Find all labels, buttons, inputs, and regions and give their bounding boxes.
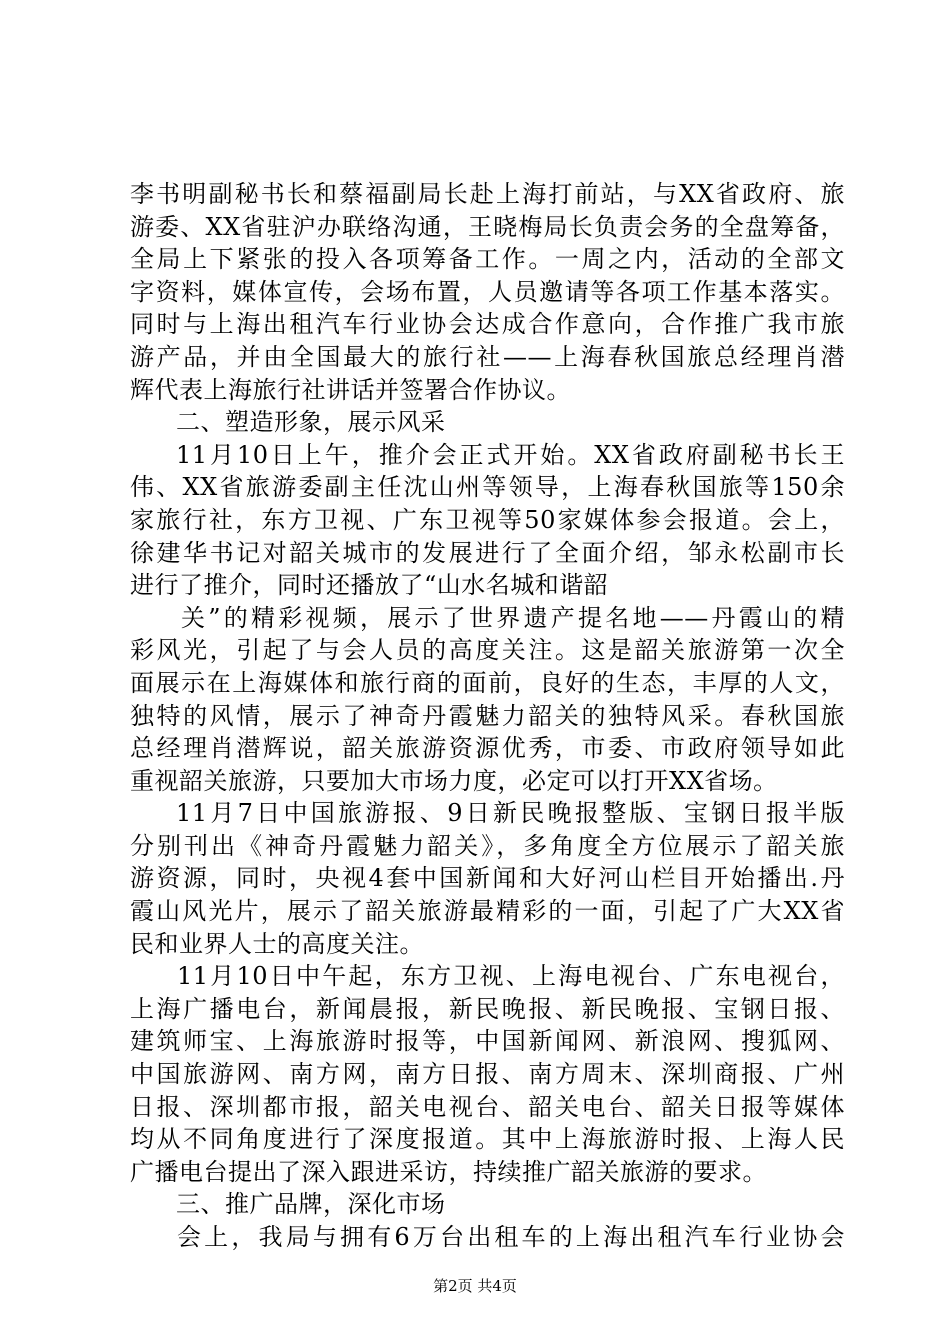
text-line: 游产品，并由全国最大的旅行社——上海春秋国旅总经理肖潜 — [130, 342, 845, 371]
text-line: 中国旅游网、南方网，南方日报、南方周末、深圳商报、广州 — [130, 1060, 845, 1089]
text-line: 彩风光，引起了与会人员的高度关注。这是韶关旅游第一次全 — [130, 636, 845, 665]
text-line: 全局上下紧张的投入各项筹备工作。一周之内，活动的全部文 — [130, 245, 845, 274]
document-body — [130, 178, 845, 1254]
page-number-footer: 第2页 共4页 — [433, 1277, 517, 1295]
text-line: 建筑师宝、上海旅游时报等，中国新闻网、新浪网、搜狐网、 — [130, 1027, 845, 1056]
text-line: 伟、XX省旅游委副主任沈山州等领导，上海春秋国旅等150余 — [130, 473, 845, 502]
text-line: 总经理肖潜辉说，韶关旅游资源优秀，市委、市政府领导如此 — [130, 734, 845, 763]
text-line: 霞山风光片，展示了韶关旅游最精彩的一面，引起了广大XX省 — [130, 897, 845, 926]
text-line: 11月10日中午起，东方卫视、上海电视台、广东电视台， — [177, 962, 845, 991]
text-line: 辉代表上海旅行社讲话并签署合作协议。 — [130, 375, 571, 404]
text-line: 独特的风情，展示了神奇丹霞魅力韶关的独特风采。春秋国旅 — [130, 701, 845, 730]
text-line: 民和业界人士的高度关注。 — [130, 929, 424, 958]
text-line: 徐建华书记对韶关城市的发展进行了全面介绍，邹永松副市长 — [130, 538, 845, 567]
text-line: 游委、XX省驻沪办联络沟通，王晓梅局长负责会务的全盘筹备， — [130, 212, 845, 241]
text-line: 上海广播电台，新闻晨报，新民晚报、新民晚报、宝钢日报、 — [130, 994, 845, 1023]
text-line: 日报、深圳都市报，韶关电视台、韶关电台、韶关日报等媒体 — [130, 1092, 845, 1121]
text-line: 重视韶关旅游，只要加大市场力度，必定可以打开XX省场。 — [130, 766, 778, 795]
text-line: 会上，我局与拥有6万台出租车的上海出租汽车行业协会 — [177, 1223, 845, 1251]
section-heading: 三、推广品牌，深化市场 — [176, 1190, 446, 1219]
text-line: 均从不同角度进行了深度报道。其中上海旅游时报、上海人民 — [130, 1125, 845, 1154]
text-line: 字资料，媒体宣传，会场布置，人员邀请等各项工作基本落实。 — [130, 277, 845, 306]
section-heading: 二、塑造形象，展示风采 — [176, 408, 446, 437]
text-line: 关”的精彩视频，展示了世界遗产提名地——丹霞山的精 — [181, 603, 845, 632]
text-line: 家旅行社，东方卫视、广东卫视等50家媒体参会报道。会上， — [130, 505, 845, 534]
text-line: 游资源，同时，央视4套中国新闻和大好河山栏目开始播出.丹 — [130, 864, 845, 893]
text-line: 11月7日中国旅游报、9日新民晚报整版、宝钢日报半版 — [176, 799, 845, 828]
text-line: 11月10日上午，推介会正式开始。XX省政府副秘书长王 — [176, 440, 845, 469]
text-line: 分别刊出《神奇丹霞魅力韶关》，多角度全方位展示了韶关旅 — [130, 831, 845, 860]
text-line: 广播电台提出了深入跟进采访，持续推广韶关旅游的要求。 — [130, 1157, 767, 1186]
text-line: 同时与上海出租汽车行业协会达成合作意向，合作推广我市旅 — [130, 310, 845, 339]
text-line: 进行了推介，同时还播放了“山水名城和谐韶 — [130, 571, 609, 600]
text-line: 面展示在上海媒体和旅行商的面前，良好的生态，丰厚的人文， — [130, 668, 845, 697]
text-line: 李书明副秘书长和蔡福副局长赴上海打前站，与XX省政府、旅 — [130, 180, 845, 208]
